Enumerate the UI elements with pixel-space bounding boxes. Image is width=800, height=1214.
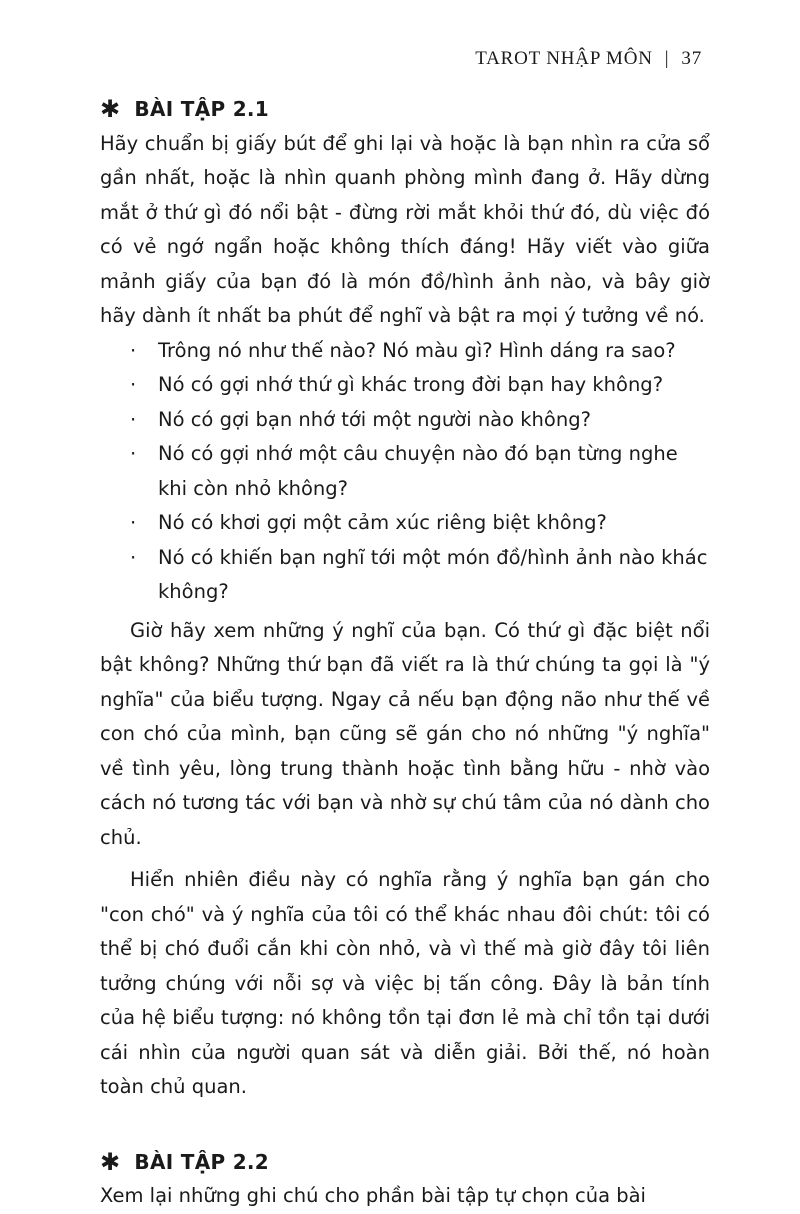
list-item	[100, 403, 710, 438]
bullet-icon: ·	[130, 511, 137, 534]
list-item	[100, 541, 710, 610]
question-text: Nó có gợi nhớ một câu chuyện nào đó bạn từng nghe khi còn nhỏ không?	[158, 442, 678, 500]
page-header	[475, 48, 702, 70]
header-separator: |	[664, 48, 670, 69]
exercise-1-title: BÀI TẬP 2.1	[134, 97, 270, 121]
exercise-2-heading	[100, 1145, 710, 1180]
exercise-1-heading	[100, 92, 710, 127]
bullet-icon: ·	[130, 407, 137, 431]
question-text: Nó có khơi gợi một cảm xúc riêng biệt không?	[158, 511, 607, 534]
asterisk-icon: ✱	[100, 95, 121, 124]
list-item	[100, 334, 710, 369]
exercise-2-intro: Xem lại những ghi chú cho phần bài tập tự chọn của bài	[100, 1184, 646, 1207]
page-number: 37	[681, 48, 702, 69]
bullet-icon: ·	[130, 442, 137, 465]
bullet-icon: ·	[130, 373, 137, 396]
question-text: Trông nó như thế nào? Nó màu gì? Hình dáng ra sao?	[158, 338, 676, 362]
question-text: Nó có gợi nhớ thứ gì khác trong đời bạn hay không?	[158, 373, 664, 396]
asterisk-icon: ✱	[100, 1147, 121, 1176]
exercise-2-title: BÀI TẬP 2.2	[134, 1149, 270, 1174]
book-title: TAROT NHẬP MÔN	[475, 48, 653, 69]
list-item	[100, 368, 710, 403]
bullet-icon: ·	[130, 545, 137, 569]
page-content	[100, 92, 710, 1214]
question-text: Nó có khiến bạn nghĩ tới một món đồ/hình ảnh nào khác không?	[158, 545, 708, 603]
question-list	[100, 334, 710, 610]
question-text: Nó có gợi bạn nhớ tới một người nào không?	[158, 407, 591, 431]
paragraph-meaning: Giờ hãy xem những ý nghĩ của bạn. Có thứ gì đặc biệt nổi bật không? Những thứ bạn đã viết ra là thứ chúng ta gọi là "ý nghĩa" của biểu tượng. Ngay cả nếu bạn động não như thế về con chó của mình, bạn cũng sẽ gán cho nó những "ý nghĩa" về tình yêu, lòng trung thành hoặc tình bằng hữu - nhờ vào cách nó tương tác với bạn và nhờ sự chú tâm của nó dành cho chủ.	[100, 618, 710, 849]
list-item	[100, 506, 710, 541]
list-item	[100, 437, 710, 506]
bullet-icon: ·	[130, 338, 137, 362]
exercise-1-intro: Hãy chuẩn bị giấy bút để ghi lại và hoặc là bạn nhìn ra cửa sổ gần nhất, hoặc là nhìn quanh phòng mình đang ở. Hãy dừng mắt ở thứ gì đó nổi bật - đừng rời mắt khỏi thứ đó, dù việc đó có vẻ ngớ ngẩn hoặc không thích đáng! Hãy viết vào giữa mảnh giấy của bạn đó là món đồ/hình ảnh nào, và bây giờ hãy dành ít nhất ba phút để nghĩ và bật ra mọi ý tưởng về nó.	[100, 131, 710, 327]
paragraph-subjective: Hiển nhiên điều này có nghĩa rằng ý nghĩa bạn gán cho "con chó" và ý nghĩa của tôi có thể khác nhau đôi chút: tôi có thể bị chó đuổi cắn khi còn nhỏ, và vì thế mà giờ đây tôi liên tưởng chúng với nỗi sợ và việc bị tấn công. Đây là bản tính của hệ biểu tượng: nó không tồn tại đơn lẻ mà chỉ tồn tại dưới cái nhìn của người quan sát và diễn giải. Bởi thế, nó hoàn toàn chủ quan.	[100, 868, 710, 1098]
